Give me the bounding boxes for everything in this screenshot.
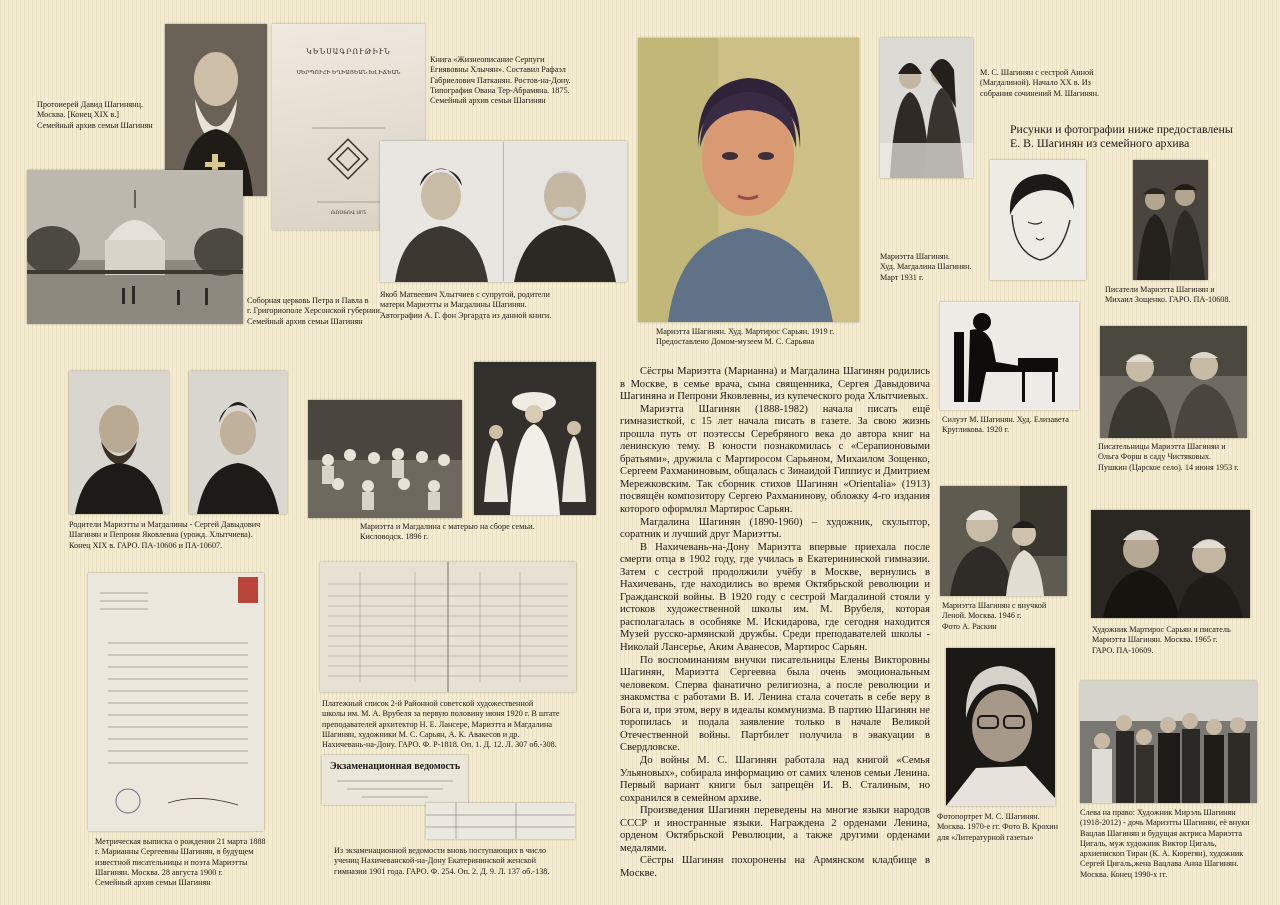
forsh-photo — [1100, 326, 1247, 438]
payroll-caption: Платежный список 2-й Районной советской художественной школы им. М. А. Врубеля за первую половину июня 1920 г. В штате преподавателей архитектор Н. Е. Лансере, Мариэтта и Магдалина Шагинян, художники М. С. Сарьян, А. К. Авакесов и др. Нахичевань-на-Дону. ГАРО. Ф. Р-1818. Оп. 1. Д. 12. Л. 307 об.-308. — [322, 699, 560, 750]
birth-record-document — [88, 573, 264, 831]
portrait-saryan-caption: Мариэтта Шагинян. Худ. Мартирос Сарьян. 1919 г. Предоставлено Домом-музеем М. С. Сарьяна — [656, 327, 835, 347]
sisters-photo — [880, 38, 973, 178]
photoportrait-caption: Фотопортрет М. С. Шагинян. Москва. 1970-е гг. Фото В. Крохин для «Литературной газеты» — [937, 812, 1059, 842]
saryan-photo-caption: Художник Мартирос Сарьян и писатель Мариэтта Шагинян. Москва. 1965 г. ГАРО. ПА-10609. — [1092, 625, 1231, 655]
saryan-shaginyan-photo — [1091, 510, 1250, 618]
main-paragraph-6: До войны М. С. Шагинян работала над книгой «Семья Ульяновых», собирала информацию от самих членов семьи Ленина. Первый вариант книги был запрещён И. В. Сталиным, но сохранился в семейном архиве. — [620, 754, 930, 804]
book-caption: Книга «Жизнеописание Серпуги Егиявовны Хлычян». Составил Рафаэл Габриелович Патканян. Ростов-на-Дону. Типография Ована Тер-Абрамяна. 1875. Семейный архив семьи Шагинян — [430, 55, 571, 106]
main-paragraph-8: Сёстры Шагинян похоронены на Армянском кладбище в Москве. — [620, 855, 930, 879]
grandparents-caption: Якоб Матвеевич Хлытчиев с супругой, родители матери Мариэтты и Магдалины Шагинян. Автографии А. Г. фон Эргардта из данной книги. — [380, 290, 552, 320]
family-group-photo — [308, 400, 462, 518]
exam-caption: Из экзаменационной ведомости вновь поступающих в число учениц Нахичеванской-на-Дону Екатерининской женской гимназии 1901 года. ГАРО. Ф. 254. Оп. 2. Д. 9. Л. 137 об.-138. — [334, 846, 550, 876]
pencil-drawing — [990, 160, 1086, 280]
family-kislovodsk-caption: Мариэтта и Магдалина с матерью на сборе семьи. Кисловодск. 1896 г. — [360, 522, 535, 542]
exam-heading: Экзаменационная ведомость — [329, 761, 461, 772]
main-paragraph-7: Произведения Шагинян переведены на многие языки народов СССР и иностранные языки. Награждена 2 орденами Ленина, орденом Октябрьской Революции, а также другими орденами медалями. — [620, 805, 930, 854]
group-1990-caption: Слева на право: Художник Мирэль Шагинян (1918-2012) - дочь Мариэтты Шагинян, её внуки Вацлав Шагинян и будущая актриса Мариэтта Цигаль, муж художник Виктор Цигаль, архиепископ Тиран (К. А. Кюрегян), художник Сергей Цигаль,жена Вацлава Анна Шагинян. Москва. Конец 1990-х гг. — [1080, 808, 1250, 879]
note-heading: Рисунки и фотографии ниже предоставлены Е. В. Шагинян из семейного архива — [1010, 122, 1233, 150]
mother-daughters-photo — [474, 362, 596, 515]
book-title-line-3: ՌՈՍՏՈՎ 1875 — [330, 211, 367, 216]
group-photo-1990s — [1080, 681, 1257, 803]
archpriest-caption: Протоиерей Давид Шагинянц. Москва. [Конец XIX в.] Семейный архив семьи Шагинян — [37, 100, 153, 130]
silhouette-caption: Силуэт М. Шагинян. Худ. Елизавета Кругликова. 1920 г. — [942, 415, 1069, 435]
zoshchenko-caption: Писатели Мариэтта Шагинян и Михаил Зощенко. ГАРО. ПА-10608. — [1105, 285, 1231, 305]
main-paragraph-3: Магдалина Шагинян (1890-1960) – художник, скульптор, соратник и лучший друг Мариэтты. — [620, 516, 930, 541]
birth-record-caption: Метрическая выписка о рождении 21 марта 1888 г. Марианны Сергеевны Шагинян, в будущем известной писательницы и поэта Мариэтты Шагинян. Москва. 28 августа 1900 г. Семейный архив семьи Шагинян — [95, 837, 266, 888]
portrait-photo — [946, 648, 1055, 806]
book-title-line-2: ՍԵՐՊՈՒՀԻ ԵՂԻԱՅԵԱՆ ԽԼԻՃԵԱՆ — [296, 70, 401, 76]
church-caption: Соборная церковь Петра и Павла в г. Григориополе Херсонской губернии. Семейный архив семьи Шагинян — [247, 296, 382, 326]
forsh-caption: Писательницы Мариэтта Шагинян и Ольга Форш в саду Чистяковых. Пушкин (Царское село). 14 июня 1953 г. — [1098, 442, 1239, 472]
main-paragraph-4: В Нахичевань-на-Дону Мариэтта впервые приехала после смерти отца в 1902 году, где училась в Екатерининской гимназии. Затем с сестрой продолжили учёбу в Москве, вернулись в Нахичевань, где находились во время Октябрьской революции и Гражданской войны. В 1920 году с сестрой Магдалиной стояли у истоков художественной школы им. М. Врубеля, которая располагалась в особняке М. Искидарова, где сегодня находится Музей русско-армянской дружбы. Среди преподавателей школы - Николай Лансерье, Аким Аванесов, Мартирос Сарьян. — [620, 541, 930, 654]
main-text — [620, 366, 930, 880]
grandmother-photo — [380, 141, 503, 282]
exam-document-2 — [426, 803, 575, 839]
payroll-document — [320, 562, 576, 692]
main-paragraph-2: Мариэтта Шагинян (1888-1982) начала писать ещё гимназисткой, с 15 лет начала писать в газете. За свою жизнь прошла путь от поэтессы Серебряного века до автора книг на ленинскую тему. В юности познакомилась с «Серапионовыми братьями», дружила с Мартиросом Сарьяном, Михаилом Зощенко, Сергеем Рахманиновым, общалась с Зинаидой Гиппиус и Дмитрием Мережковским. Так сборник стихов Шагинян «Orientalia» (1913) посвящён композитору Сергею Рахманинову, обложку 4-го издания которого оформлял Мартирос Сарьян. — [620, 403, 930, 516]
saryan-portrait-painting — [638, 38, 859, 322]
book-title-line-1: ԿԵՆՍԱԳՐՈՒԹԻՒՆ — [306, 48, 391, 56]
main-paragraph-1: Сёстры Мариэтта (Марианна) и Магдалина Шагинян родились в Москве, в семье врача, сына священника, Сергея Давыдовича Шагиняна и Пепрони Яковлевны, из купеческого рода Хлытчиевых. — [620, 366, 930, 403]
mother-photo — [189, 371, 287, 514]
father-photo — [69, 371, 169, 514]
exam-document — [322, 755, 468, 805]
sisters-caption: М. С. Шагинян с сестрой Анной (Магдалиной). Начало XX в. Из собрания сочинений М. Шагинян. — [980, 68, 1100, 98]
main-paragraph-5: По воспоминаниям внучки писательницы Елены Викторовны Шагинян, Мариэтта Сергеевна была очень эмоциональным человеком. Сперва фанатично религиозна, а после революции и знакомства с работами В. И. Ленина стала сочетать в себе веру в Бога и, при этом, веру в идеалы коммунизма. В партию Шагинян не торопилась и подала заявление только в начале Великой Отечественной войны. Партбилет получила в эвакуации в Свердловске. — [620, 654, 930, 754]
drawing-caption: Мариэтта Шагинян. Худ. Магдалина Шагинян. Март 1931 г. — [880, 252, 972, 282]
silhouette-image — [940, 302, 1079, 410]
parents-caption: Родители Мариэтты и Магдалины - Сергей Давыдович Шагинян и Пепроня Яковлевна (урожд. Хлытчиева). Конец XIX в. ГАРО. ПА-10606 и ПА-10607. — [69, 520, 261, 550]
church-photo — [27, 170, 243, 324]
granddaughter-photo — [940, 486, 1067, 596]
zoshchenko-photo — [1133, 160, 1208, 280]
grandfather-photo — [504, 141, 627, 282]
granddaughter-caption: Мариэтта Шагинян с внучкой Леной. Москва. 1946 г. Фото А. Раскин — [942, 601, 1047, 631]
